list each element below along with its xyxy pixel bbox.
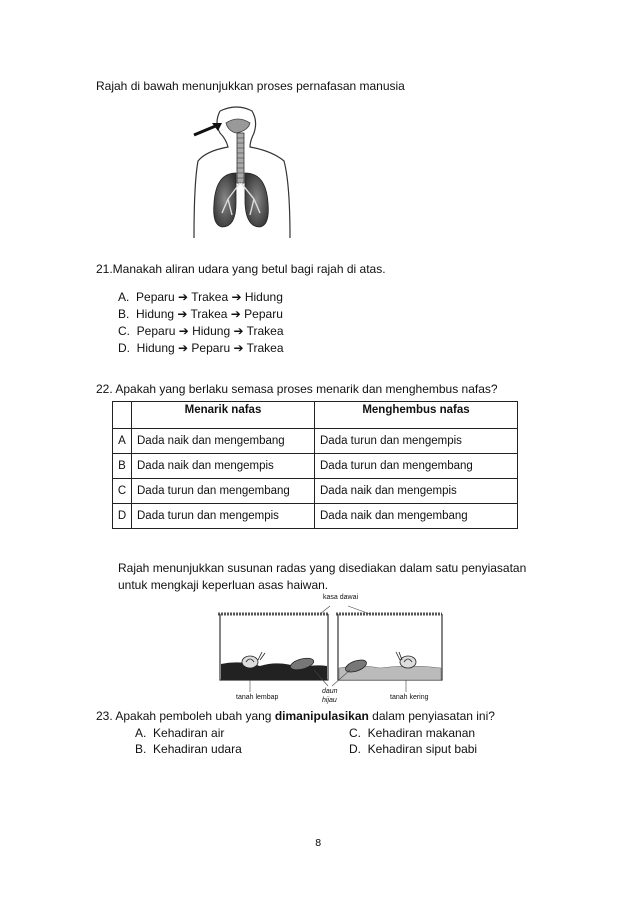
q23-question-part: 23. Apakah pemboleh ubah yang — [96, 709, 275, 723]
option-letter: C. — [349, 726, 361, 740]
q23-question — [96, 709, 495, 723]
q21-option-b[interactable] — [118, 307, 283, 321]
row-label: A — [113, 429, 132, 454]
row-inhale: Dada naik dan mengempis — [132, 454, 315, 479]
respiratory-system-figure — [192, 103, 292, 238]
table-row[interactable] — [113, 479, 518, 504]
experiment-line-2: untuk mengkaji keperluan asas haiwan. — [118, 578, 329, 592]
option-text: Kehadiran udara — [153, 742, 242, 756]
table-row[interactable] — [113, 504, 518, 529]
q23-question-bold: dimanipulasikan — [274, 709, 369, 723]
q21-option-a[interactable] — [118, 290, 283, 304]
row-label: C — [113, 479, 132, 504]
row-exhale: Dada turun dan mengempis — [315, 429, 518, 454]
table-header-inhale: Menarik nafas — [132, 402, 315, 429]
row-inhale: Dada turun dan mengembang — [132, 479, 315, 504]
row-inhale: Dada turun dan mengempis — [132, 504, 315, 529]
q22-question: 22. Apakah yang berlaku semasa proses menarik dan menghembus nafas? — [96, 382, 498, 396]
option-letter: D. — [118, 341, 130, 355]
table-row[interactable] — [113, 454, 518, 479]
q22-answer-table — [112, 401, 518, 529]
label-dry-soil: tanah kering — [390, 694, 429, 701]
option-text: Hidung ➔ Trakea ➔ Peparu — [136, 307, 283, 321]
label-wire-mesh: kasa dawai — [323, 594, 359, 601]
table-header-row — [113, 402, 518, 429]
row-label: D — [113, 504, 132, 529]
option-text: Hidung ➔ Peparu ➔ Trakea — [136, 341, 284, 355]
label-leaf-1: daun — [322, 688, 338, 695]
experiment-line-1: Rajah menunjukkan susunan radas yang disediakan dalam satu penyiasatan — [118, 561, 527, 575]
row-inhale: Dada naik dan mengembang — [132, 429, 315, 454]
option-letter: A. — [118, 290, 130, 304]
q21-option-d[interactable] — [118, 341, 284, 355]
option-text: Kehadiran siput babi — [367, 742, 478, 756]
q23-option-a[interactable] — [135, 726, 224, 740]
label-leaf-2: hijau — [322, 697, 337, 704]
label-damp-soil: tanah lembap — [236, 694, 279, 701]
option-text: Kehadiran air — [153, 726, 225, 740]
option-text: Kehadiran makanan — [367, 726, 476, 740]
q23-option-b[interactable] — [135, 742, 242, 756]
q23-question-part: dalam penyiasatan ini? — [368, 709, 495, 723]
option-letter: B. — [135, 742, 147, 756]
option-letter: C. — [118, 324, 130, 338]
q23-option-d[interactable] — [349, 742, 477, 756]
page-number: 8 — [315, 838, 322, 849]
row-exhale: Dada naik dan mengempis — [315, 479, 518, 504]
option-letter: A. — [135, 726, 147, 740]
table-header-empty — [113, 402, 132, 429]
option-letter: B. — [118, 307, 130, 321]
q21-option-c[interactable] — [118, 324, 284, 338]
row-exhale: Dada naik dan mengembang — [315, 504, 518, 529]
table-header-exhale: Menghembus nafas — [315, 402, 518, 429]
option-text: Peparu ➔ Trakea ➔ Hidung — [136, 290, 283, 304]
table-row[interactable] — [113, 429, 518, 454]
intro-text: Rajah di bawah menunjukkan proses pernafasan manusia — [96, 79, 405, 93]
option-letter: D. — [349, 742, 361, 756]
q23-option-c[interactable] — [349, 726, 475, 740]
option-text: Peparu ➔ Hidung ➔ Trakea — [136, 324, 284, 338]
row-label: B — [113, 454, 132, 479]
q21-question: 21.Manakah aliran udara yang betul bagi rajah di atas. — [96, 262, 386, 276]
row-exhale: Dada turun dan mengembang — [315, 454, 518, 479]
